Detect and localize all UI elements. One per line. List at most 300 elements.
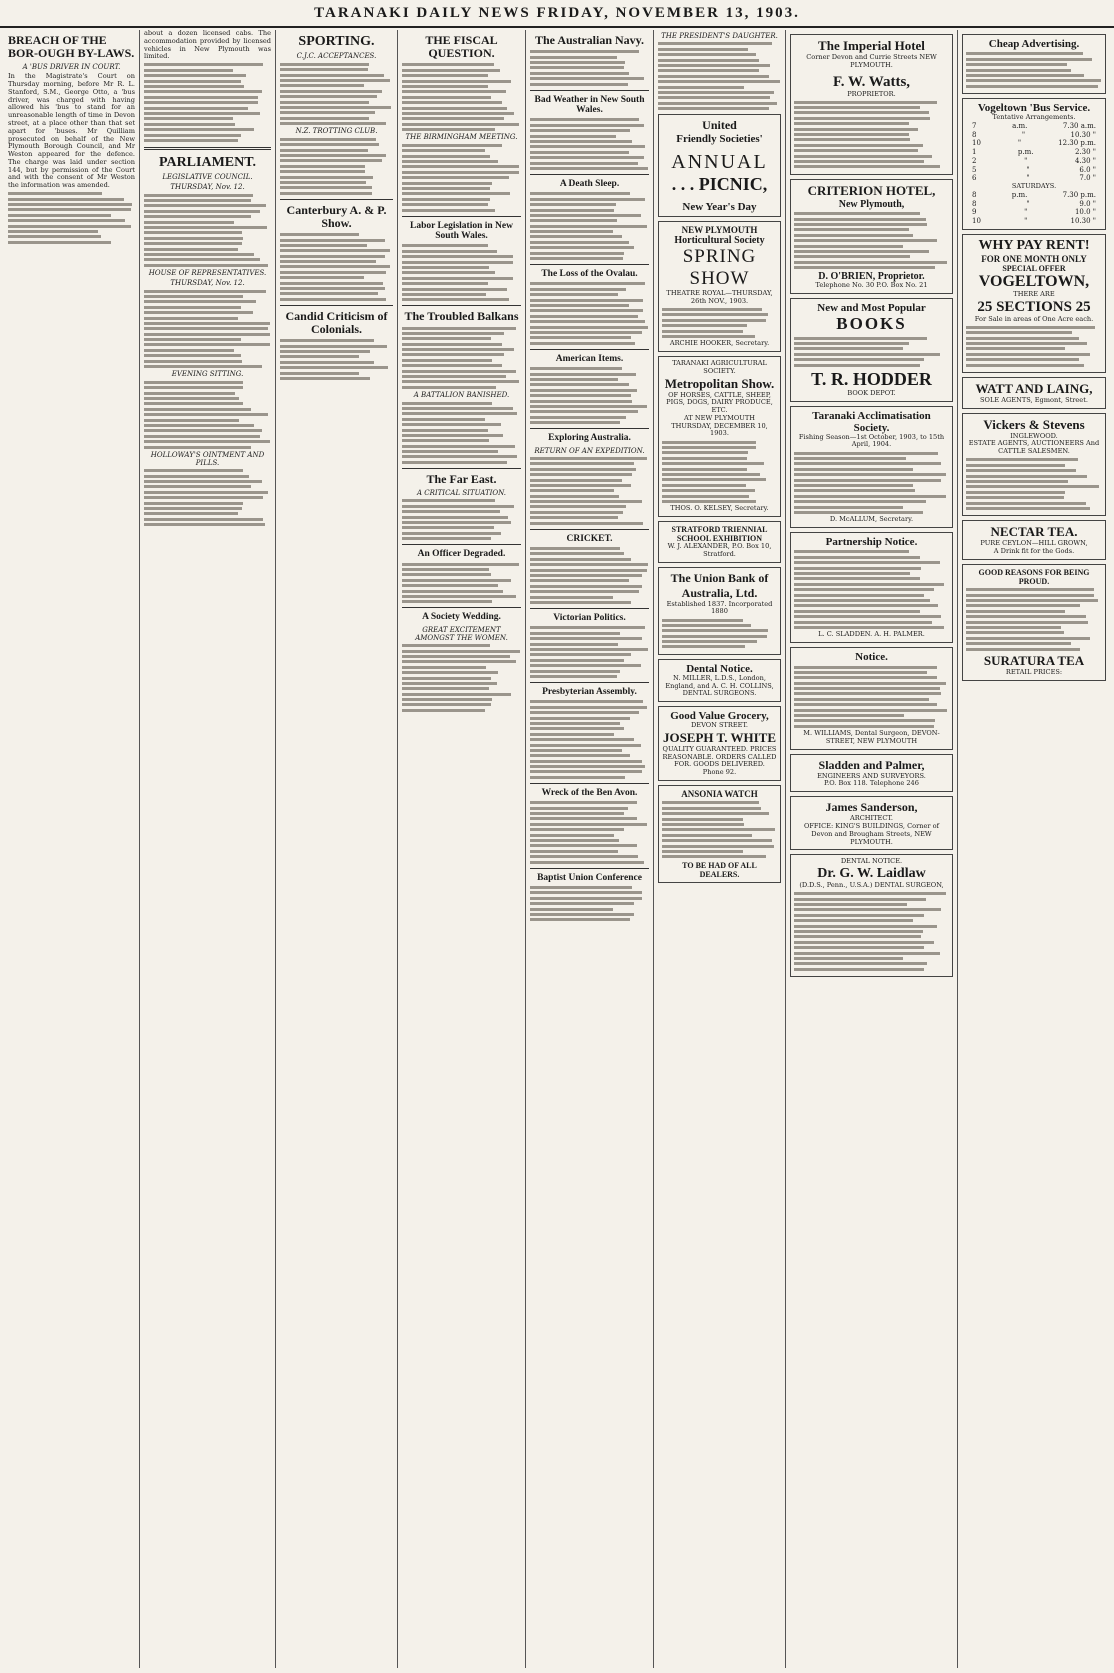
text-line [662,495,749,498]
text-line [402,74,488,77]
text-line [658,107,769,110]
ad-sladden-palmer [790,754,953,793]
ad-text: Vickers & Stevens [983,416,1085,432]
headline-presbyterian: Presbyterian Assembly. [542,686,637,697]
text-line [530,479,622,482]
text-line [662,462,764,465]
text-line [530,861,644,864]
text-line [402,455,517,458]
text-line [530,61,625,64]
ad-text: L. C. SLADDEN. A. H. PALMER. [818,630,925,639]
text-line [662,850,743,853]
timetable-row [966,191,1102,200]
text-line [144,199,251,202]
article-filler [794,101,949,169]
text-line [966,364,1084,367]
ad-text: TO BE HAD OF ALL DEALERS. [682,860,757,879]
text-line [794,462,941,465]
text-line [402,63,494,66]
text-line [794,567,921,570]
column-8 [958,30,1110,1668]
text-line [530,801,637,804]
text-line [144,215,251,218]
text-line [966,326,1095,329]
text-line [402,650,520,653]
text-line [662,489,755,492]
text-line [402,600,492,603]
subhead-cjc: C.J.C. ACCEPTANCES. [296,52,377,61]
text-line [662,823,744,826]
article-filler [402,563,521,604]
text-line [280,192,372,195]
text-line [794,149,918,152]
text-line [402,123,519,126]
text-line [794,479,941,482]
ad-imperial-hotel [790,34,953,175]
text-line [530,230,613,233]
text-line [662,335,755,338]
text-line [402,418,485,421]
headline-breach: BREACH OF THE BOR-OUGH BY-LAWS. [8,33,135,61]
text-line [530,717,630,720]
text-line [280,79,390,82]
text-line [402,359,492,362]
ad-text: QUALITY GUARANTEED. PRICES REASONABLE. ORDERS CALLED FOR. GOODS DELIVERED. [662,744,777,769]
text-line [794,666,937,669]
article-filler [530,626,649,678]
text-line [658,102,777,105]
subhead-excitement: GREAT EXCITEMENT AMONGST THE WOMEN. [415,625,508,642]
text-line [144,295,243,298]
ad-text: Corner Devon and Currie Streets NEW PLYMOUTH. [806,53,937,69]
text-line [794,550,909,553]
text-line [144,402,243,405]
text-line [530,288,626,291]
text-line [794,245,903,248]
text-line [530,304,629,307]
text-line [144,440,270,443]
subhead-house: HOUSE OF REPRESENTATIVES. [148,269,267,278]
ad-text: Dr. G. W. Laidlaw [817,866,926,882]
text-line [794,117,930,120]
text-line [144,204,266,207]
text-line [530,563,648,566]
text-line [530,489,614,492]
text-line [530,670,620,673]
ad-text: SATURDAYS. [1011,182,1057,191]
headline-balkans: The Troubled Balkans [404,309,519,324]
text-line [402,644,490,647]
ad-union-bank [658,567,781,655]
text-line [280,68,368,71]
text-line [144,101,258,104]
ad-suratura-tea [962,564,1106,681]
text-line [402,192,510,195]
text-line [966,85,1098,88]
text-line [144,512,238,515]
timetable-cell: p.m. [1017,148,1034,157]
headline-exploring: Exploring Australia. [548,433,631,444]
ad-text: Cheap Advertising. [988,38,1080,50]
text-line [530,850,618,853]
text-line [794,128,918,131]
ad-text: . . . PICNIC, [671,174,768,195]
ad-text: NECTAR TEA. [990,524,1078,540]
text-line [794,941,934,944]
text-line [402,288,507,291]
text-line [530,192,630,195]
text-line [658,69,759,72]
ad-text: PROPRIETOR. [847,89,896,98]
timetable-row [966,122,1102,131]
text-line [402,261,513,264]
text-line [144,290,266,293]
text-line [280,149,368,152]
text-line [794,594,924,597]
text-line [402,380,519,383]
ad-text: OFFICE: KING'S BUILDINGS, Corner of Devon and Brougham Streets, NEW PLYMOUTH. [803,822,940,846]
headline-wedding: A Society Wedding. [422,612,501,623]
text-line [530,246,634,249]
article-filler [144,290,271,368]
text-line [530,547,620,550]
text-line [280,345,387,348]
text-line [530,225,647,228]
text-line [794,212,920,215]
headline-bad-weather: Bad Weather in New South Wales. [534,94,645,115]
text-line [966,626,1061,629]
text-line [144,349,234,352]
ad-text: THEATRE ROYAL—THURSDAY, 26th NOV., 1903. [666,289,773,305]
text-line [530,473,632,476]
text-line [144,85,244,88]
text-line [402,537,491,540]
ad-text: NEW PLYMOUTH [681,225,758,236]
text-line [402,353,504,356]
text-line [794,903,907,906]
text-line [530,500,642,503]
text-line [530,421,620,424]
text-line [402,677,491,680]
ad-ansonia [658,785,781,883]
ad-text: Partnership Notice. [825,536,918,549]
text-line [402,682,497,685]
text-line [530,770,642,773]
text-line [8,192,102,195]
ad-text: WHY PAY RENT! [978,237,1090,253]
text-line [144,264,268,267]
article-filler [662,441,777,503]
text-line [402,293,486,296]
text-line [402,655,510,658]
timetable-cell: 2 [972,156,977,165]
ad-text: THOS. O. KELSEY, Secretary. [670,504,769,513]
text-line [530,378,618,381]
text-line [402,693,511,696]
text-line [530,315,638,318]
ad-books [790,298,953,402]
article-filler [144,63,271,141]
text-line [402,282,488,285]
text-line [530,394,631,397]
subhead-holloway: HOLLOWAY'S OINTMENT AND PILLS. [150,450,265,467]
text-line [966,502,1086,505]
text-line [530,511,623,514]
headline-death-sleep: A Death Sleep. [559,178,620,189]
text-line [402,532,501,535]
text-line [402,402,492,405]
ad-grocery [658,706,781,781]
text-line [530,643,618,646]
text-line [530,462,634,465]
column-4 [398,30,526,1668]
text-line [402,510,500,513]
text-line [658,53,756,56]
text-line [144,491,268,494]
text-line [794,473,946,476]
text-line [794,133,909,136]
article-filler [794,892,949,970]
text-line [144,237,243,240]
text-line [530,203,616,206]
text-line [280,165,365,168]
text-line [144,507,242,510]
text-line [794,228,909,231]
text-line [280,255,385,258]
text-line [530,812,624,815]
text-line [280,244,367,247]
column-3 [276,30,398,1668]
text-line [402,112,514,115]
text-line [530,902,634,905]
ad-text: A Drink fit for the Gods. [993,547,1075,556]
text-line [280,298,386,301]
text-line [530,83,628,86]
subhead-critical: A CRITICAL SITUATION. [416,489,507,498]
article-filler [144,469,271,526]
text-line [794,577,920,580]
text-line [966,610,1065,613]
text-line [280,95,377,98]
text-line [966,342,1087,345]
text-line [794,489,915,492]
ad-text: CRITERION HOTEL, [807,182,936,198]
text-line [144,96,258,99]
article-filler [966,326,1102,367]
text-line [966,52,1083,55]
text-line [794,165,940,168]
text-line [794,588,934,591]
subhead-battalion: A BATTALION BANISHED. [413,391,510,400]
text-line [280,122,386,125]
text-line [144,258,260,261]
ad-vogeltown-bus [962,98,1106,230]
text-line [662,330,743,333]
text-line [280,350,370,353]
text-line [794,358,924,361]
text-line [144,392,235,395]
text-line [530,596,613,599]
text-line [8,198,124,201]
ad-text: D. McALLUM, Secretary. [829,515,914,524]
ad-text: ENGINEERS AND SURVEYORS. [817,771,926,780]
timetable-cell: " [1021,130,1026,139]
article-filler [530,700,649,778]
article-filler [144,194,271,267]
text-line [402,117,504,120]
text-line [144,80,241,83]
ad-text: New and Most Popular [817,302,926,315]
text-line [280,287,385,290]
text-line [658,42,772,45]
text-line [530,135,616,138]
article-filler [966,588,1102,650]
text-line [402,666,486,669]
text-line [402,660,516,663]
text-line [402,407,513,410]
text-line [530,309,643,312]
text-line [530,817,637,820]
text-line [794,935,921,938]
text-line [658,86,744,89]
ad-partnership [790,532,953,643]
text-line [662,635,767,638]
bus-timetable [966,122,1102,183]
text-line [280,372,359,375]
text-line [794,908,941,911]
text-line [966,79,1101,82]
text-line [794,725,934,728]
timetable-cell: 7.30 p.m. [1062,190,1096,199]
ad-text: AT NEW PLYMOUTH [684,413,755,422]
text-line [662,629,768,632]
text-line [402,412,517,415]
timetable-cell: p.m. [1011,190,1028,199]
headline-far-east: The Far East. [426,471,497,486]
text-line [794,892,946,895]
ad-text: SPECIAL OFFER [1002,263,1066,273]
text-line [794,495,946,498]
text-line [658,48,748,51]
timetable-row [966,166,1102,175]
text-line [966,475,1087,478]
ad-text: DEVON STREET. [690,721,749,730]
text-line [144,446,251,449]
text-line [402,128,495,131]
ad-text: TARANAKI AGRICULTURAL SOCIETY. [672,359,767,375]
text-line [530,56,617,59]
ad-text: GOOD REASONS FOR BEING PROUD. [978,567,1090,586]
headline-victorian: Victorian Politics. [553,612,626,623]
headline-baptist: Baptist Union Conference [537,872,642,883]
text-line [8,214,111,217]
article-filler [530,118,649,170]
text-line [662,473,760,476]
text-line [966,648,1080,651]
text-line [402,429,488,432]
timetable-row [966,148,1102,157]
text-line [402,445,515,448]
text-line [530,569,647,572]
text-line [144,210,260,213]
text-line [402,703,491,706]
text-line [530,765,645,768]
text-line [658,75,769,78]
text-line [280,249,390,252]
ad-text: New Plymouth, [838,198,905,210]
text-line [530,457,647,460]
article-filler [144,381,271,449]
column-7 [786,30,958,1668]
timetable-cell: 6 [972,174,977,183]
headline-navy: The Australian Navy. [534,33,645,47]
text-line [144,469,243,472]
text-line [144,63,263,66]
ad-text: James Sanderson, [825,800,918,815]
text-line [8,203,132,206]
text-line [794,506,903,509]
text-line [662,834,752,837]
columns [4,30,1110,1668]
text-line [144,112,260,115]
timetable-row [966,208,1102,217]
text-line [402,590,503,593]
text-line [662,839,772,842]
timetable-cell: " [1024,217,1028,226]
article-filler [402,327,521,389]
article-filler [662,619,777,649]
text-line [530,156,644,159]
text-line [530,410,638,413]
text-line [530,50,639,53]
text-line [402,90,506,93]
text-line [662,640,757,643]
text-line [402,343,502,346]
text-line [8,208,131,211]
column-1 [4,30,140,1668]
text-line [530,760,642,763]
text-line [402,499,495,502]
text-line [402,687,489,690]
timetable-cell: 7.0 " [1079,174,1096,183]
text-line [530,167,648,170]
text-line [794,457,906,460]
ad-text: Telephone No. 30 P.O. Box No. 21 [815,281,928,290]
article-filler [530,886,649,921]
text-line [794,500,926,503]
text-line [144,496,263,499]
text-line [794,239,937,242]
ad-spring-show [658,221,781,352]
text-line [144,397,239,400]
ad-text: OF HORSES, CATTLE, SHEEP, PIGS, DOGS, DAIRY PRODUCE, ETC. [666,390,773,415]
text-line [530,749,622,752]
text-line [144,424,254,427]
text-line [402,671,498,674]
text-line [794,968,924,971]
text-line [280,90,382,93]
text-line [144,90,262,93]
ad-text: PURE CEYLON—HILL GROWN, [980,539,1088,548]
ad-text: ESTATE AGENTS, AUCTIONEERS And CATTLE SALESMEN. [968,439,1100,456]
ad-sanderson [790,796,953,850]
text-line [402,255,513,258]
text-line [794,111,929,114]
text-line [530,706,647,709]
text-line [530,918,630,921]
timetable-cell: 2.30 " [1074,148,1096,157]
text-line [658,91,774,94]
